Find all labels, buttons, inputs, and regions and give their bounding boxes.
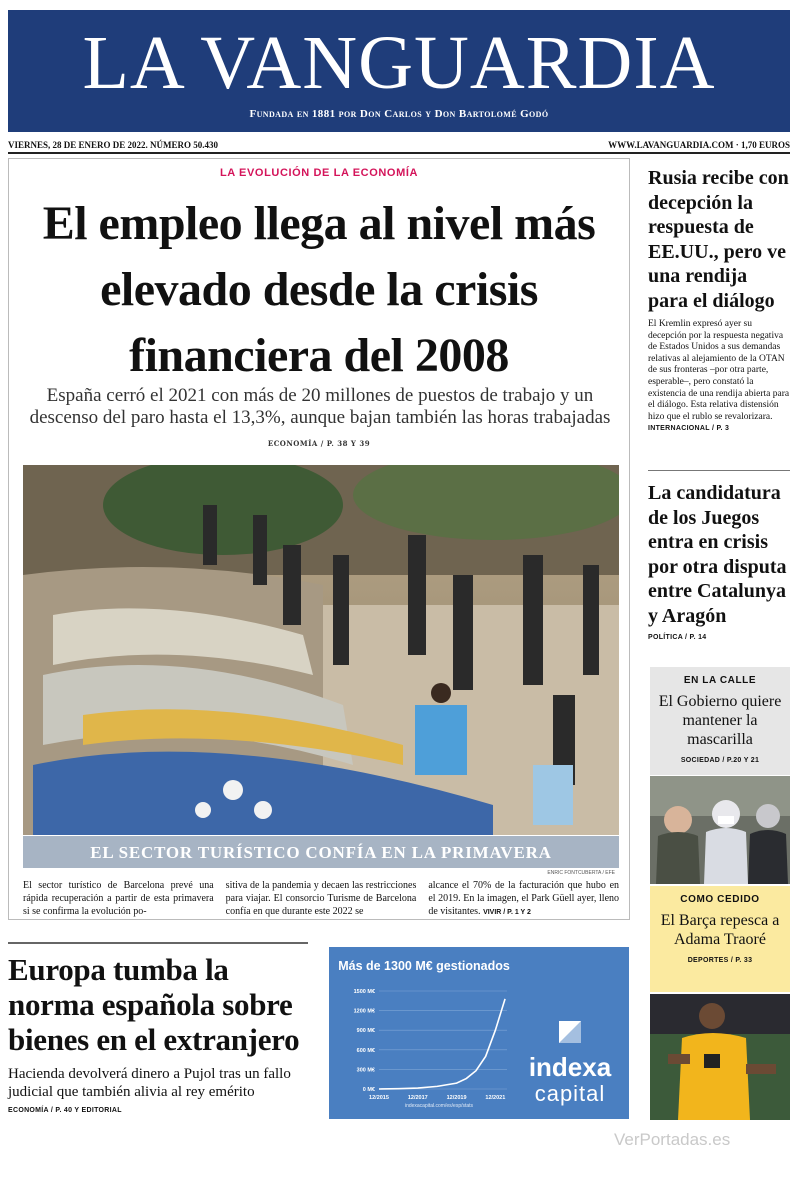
cedido-box[interactable] (650, 886, 790, 992)
rusia-headline[interactable]: Rusia recibe con decepción la respuesta de EE.UU., pero ve una rendija para el diálogo (648, 167, 789, 312)
lead-headline[interactable]: El empleo llega al nivel más elevado desde la crisis financiera del 2008 (42, 197, 596, 382)
adama-photo[interactable] (650, 994, 790, 1120)
y-tick-label: 1200 M€ (353, 1008, 375, 1015)
juegos-headline[interactable]: La candidatura de los Juegos entra en crisis por otra disputa entre Catalunya y Aragón (648, 482, 787, 627)
indexa-wordmark: indexa (528, 1052, 612, 1082)
newspaper-title: LA VANGUARDIA (82, 21, 716, 105)
ad-title: Más de 1300 M€ gestionados (338, 959, 510, 973)
europa-story[interactable] (8, 940, 312, 1114)
x-tick-label: 12/2015 (369, 1095, 389, 1101)
cedido-headline[interactable]: El Barça repesca a Adama Traoré (660, 912, 780, 948)
footballer-illustration (650, 994, 790, 1120)
park-guell-photo[interactable] (23, 465, 619, 835)
sidebar-rule (648, 470, 790, 471)
calle-label: EN LA CALLE (683, 675, 757, 686)
ad-chart (329, 977, 519, 1117)
europa-subheadline: Hacienda devolverá dinero a Pujol tras un fallo judicial que también alivia al rey emérito (8, 1066, 291, 1100)
lead-section-ref: ECONOMÍA / P. 38 Y 39 (267, 439, 371, 448)
lead-subheadline: España cerró el 2021 con más de 20 millones de puestos de trabajo y un descenso del paro hasta el 13,3%, aunque bajan también las horas trabajadas (29, 385, 611, 428)
ad-url[interactable]: indexacapital.com/es/esp/stats (404, 1103, 474, 1109)
lead-body-col-3: alcance el 70% de la facturación que hubo en el 2019. En la imagen, el Park Güell ayer, lleno de visitantes. VIVIR / P. 1 Y 2 (428, 880, 620, 917)
calle-section-ref: SOCIEDAD / P.20 Y 21 (680, 757, 760, 764)
x-tick-label: 12/2019 (446, 1095, 467, 1101)
juegos-section-ref: POLÍTICA / P. 14 (648, 634, 707, 641)
masthead (8, 10, 790, 132)
founding-line: Fundada en 1881 por Don Carlos y Don Bartolomé Godó (249, 108, 549, 120)
calle-box[interactable] (650, 667, 790, 775)
photo-credit: ENRIC FONTCUBERTA / EFE (547, 870, 615, 876)
photo-caption-bar (23, 836, 619, 868)
park-guell-illustration (23, 465, 619, 835)
x-tick-label: 12/2021 (485, 1095, 506, 1101)
y-tick-label: 600 M€ (356, 1047, 375, 1054)
website-price: WWW.LAVANGUARDIA.COM · 1,70 EUROS (608, 140, 790, 150)
indexa-logo (517, 1019, 623, 1107)
y-tick-label: 1500 M€ (353, 989, 375, 995)
lead-story[interactable] (8, 158, 630, 920)
cedido-label: COMO CEDIDO (680, 894, 760, 905)
y-tick-label: 300 M€ (356, 1067, 375, 1074)
europa-headline[interactable]: Europa tumba la norma española sobre bienes en el extranjero (8, 952, 300, 1057)
cedido-section-ref: DEPORTES / P. 33 (687, 957, 753, 964)
capital-wordmark: capital (534, 1081, 606, 1106)
europa-section-ref: ECONOMÍA / P. 40 Y EDITORIAL (8, 1107, 122, 1114)
juegos-story[interactable] (648, 481, 790, 641)
rusia-body: El Kremlin expresó ayer su decepción por la respuesta negativa de Estados Unidos a sus demandas relativas al alejamiento de la OTAN de sus fronteras –por otra parte, esperable–, pero constató la existencia de una rendija abierta para el diálogo. Esta relativa distensión hizo que el rublo se revalorizara. INTERNACIONAL / P. 3 (648, 319, 790, 433)
header-rule (8, 152, 790, 154)
lead-body-col-1: El sector turístico de Barcelona prevé una rápida recuperación a partir de esta primavera si se confirma la evolución po- (23, 880, 214, 917)
mask-photo[interactable] (650, 776, 790, 884)
series-line (379, 999, 505, 1089)
x-tick-label: 12/2017 (407, 1095, 428, 1101)
issue-date: VIERNES, 28 DE ENERO DE 2022. NÚMERO 50.430 (8, 140, 219, 150)
rusia-story[interactable] (648, 166, 790, 435)
people-with-masks-illustration (650, 776, 790, 884)
watermark: VerPortadas.es (614, 1130, 731, 1149)
dateline (8, 137, 790, 153)
lead-body-col-2: sitiva de la pandemia y decaen las restricciones para viajar. El consorcio Turisme de Barcelona confía en que durante este 2022 se (225, 880, 417, 917)
y-tick-label: 900 M€ (356, 1028, 375, 1035)
indexa-logo-icon (557, 1019, 583, 1045)
lead-body-columns (23, 879, 619, 919)
calle-headline[interactable]: El Gobierno quiere mantener la mascarilla (658, 693, 782, 748)
lead-kicker: LA EVOLUCIÓN DE LA ECONOMÍA (219, 167, 419, 179)
indexa-ad[interactable] (329, 947, 629, 1119)
photo-caption: EL SECTOR TURÍSTICO CONFÍA EN LA PRIMAVERA (90, 843, 552, 862)
y-tick-label: 0 M€ (362, 1087, 375, 1093)
